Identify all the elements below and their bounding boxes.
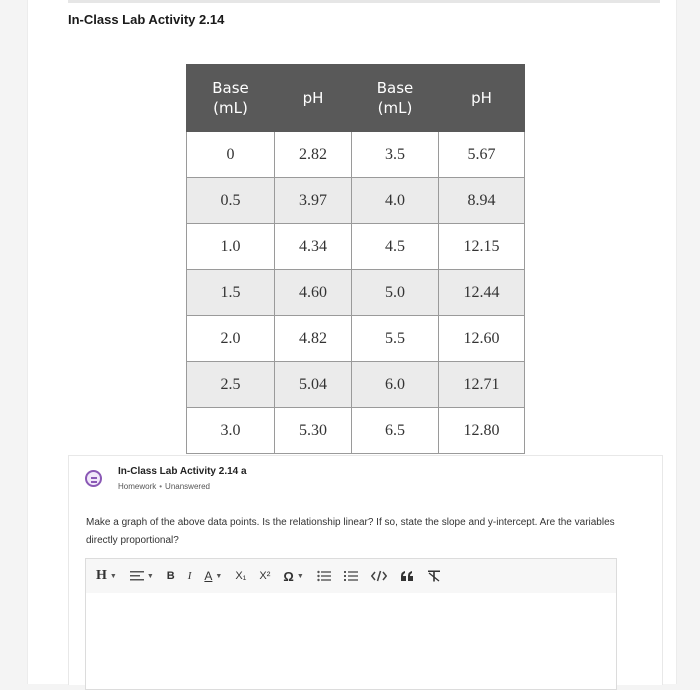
table-cell: 0.5	[187, 178, 275, 224]
table-cell: 12.44	[439, 270, 525, 316]
editor-toolbar	[86, 559, 616, 593]
table-header-row	[187, 65, 525, 132]
table-cell: 3.0	[187, 408, 275, 454]
table-cell: 6.0	[352, 362, 439, 408]
table-cell: 2.0	[187, 316, 275, 362]
table-cell: 12.15	[439, 224, 525, 270]
table-cell: 4.0	[352, 178, 439, 224]
special-characters-dropdown[interactable]	[283, 569, 303, 584]
top-divider	[68, 0, 660, 3]
question-text: Make a graph of the above data points. Is the relationship linear? If so, state the slope and y-intercept. Are the variables directly proportional?	[86, 517, 615, 546]
bulleted-list-icon	[317, 570, 331, 582]
bullet-separator: •	[159, 482, 163, 491]
table-cell: 2.5	[187, 362, 275, 408]
table-row	[187, 132, 525, 178]
numbered-list-button[interactable]	[344, 570, 358, 582]
header-label: Base (mL)	[212, 79, 249, 117]
table-cell: 1.5	[187, 270, 275, 316]
header-ph-1	[275, 65, 352, 132]
table-cell: 3.5	[352, 132, 439, 178]
chevron-down-icon: ▼	[215, 572, 223, 580]
table-cell: 4.5	[352, 224, 439, 270]
question-card	[68, 455, 663, 685]
font-color-dropdown[interactable]	[204, 569, 222, 583]
table-cell: 4.34	[275, 224, 352, 270]
table-cell: 8.94	[439, 178, 525, 224]
superscript-button[interactable]: X²	[259, 570, 271, 582]
bulleted-list-button[interactable]	[317, 570, 331, 582]
bold-button[interactable]: B	[166, 570, 175, 582]
table-cell: 5.67	[439, 132, 525, 178]
italic-button[interactable]: I	[187, 570, 192, 582]
table-cell: 3.97	[275, 178, 352, 224]
chevron-down-icon: ▼	[109, 572, 117, 580]
header-label: pH	[302, 89, 324, 107]
omega-label: Ω	[283, 568, 294, 584]
table-cell: 5.04	[275, 362, 352, 408]
table-cell: 5.0	[352, 270, 439, 316]
page-container	[27, 0, 677, 684]
header-base-1	[187, 65, 275, 132]
heading-dropdown[interactable]	[96, 568, 117, 584]
quote-icon	[400, 570, 414, 582]
header-label: pH	[471, 89, 492, 107]
table-cell: 6.5	[352, 408, 439, 454]
header-base-2	[352, 65, 439, 132]
question-meta	[118, 482, 210, 491]
table-cell: 4.60	[275, 270, 352, 316]
heading-label: H	[96, 568, 107, 583]
table-row	[187, 270, 525, 316]
table-row	[187, 408, 525, 454]
question-status: Unanswered	[165, 482, 210, 491]
table-cell: 4.82	[275, 316, 352, 362]
blockquote-button[interactable]	[400, 570, 414, 582]
table-row	[187, 224, 525, 270]
font-color-label: A	[204, 569, 213, 583]
table-row	[187, 362, 525, 408]
table-cell: 12.60	[439, 316, 525, 362]
chevron-down-icon: ▼	[296, 572, 304, 580]
numbered-list-icon	[344, 570, 358, 582]
chevron-down-icon: ▼	[146, 572, 154, 580]
table-cell: 0	[187, 132, 275, 178]
header-label: Base (mL)	[376, 79, 414, 117]
header-ph-2	[439, 65, 525, 132]
align-left-icon	[130, 570, 144, 582]
page-title: In-Class Lab Activity 2.14	[68, 12, 225, 27]
question-type: Homework	[118, 482, 157, 491]
table-row	[187, 178, 525, 224]
align-dropdown[interactable]	[130, 570, 154, 582]
code-icon	[371, 570, 387, 582]
table-cell: 5.5	[352, 316, 439, 362]
answer-editor[interactable]	[85, 558, 617, 690]
data-table	[186, 64, 525, 454]
question-title[interactable]: In-Class Lab Activity 2.14 a	[118, 466, 247, 477]
table-cell: 2.82	[275, 132, 352, 178]
subscript-button[interactable]: X₁	[235, 570, 247, 582]
table-cell: 12.71	[439, 362, 525, 408]
clear-formatting-button[interactable]	[427, 570, 441, 582]
table-cell: 1.0	[187, 224, 275, 270]
code-button[interactable]	[371, 570, 387, 582]
table-row	[187, 316, 525, 362]
clear-formatting-icon	[427, 570, 441, 582]
table-cell: 5.30	[275, 408, 352, 454]
question-list-icon	[85, 470, 102, 487]
table-cell: 12.80	[439, 408, 525, 454]
